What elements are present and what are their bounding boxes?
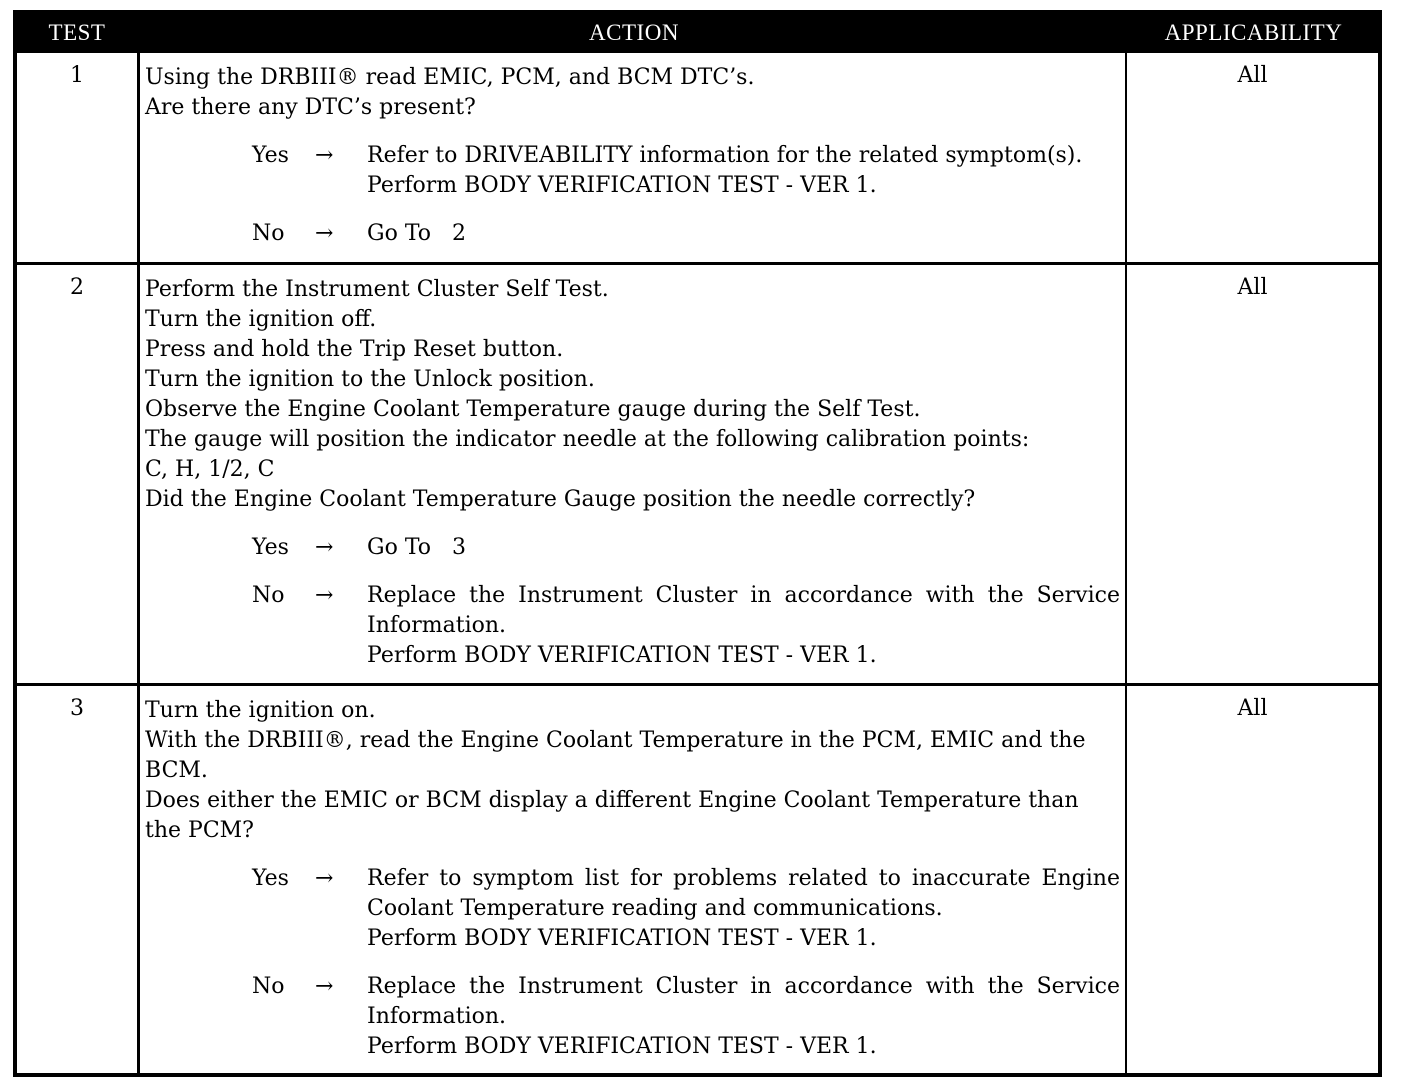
action-cell xyxy=(145,63,1120,249)
yes-label: Yes xyxy=(252,535,289,560)
yes-response xyxy=(145,533,1120,563)
header-test: TEST xyxy=(48,20,106,45)
action-line: Using the DRBIII® read EMIC, PCM, and BCM DTC’s. xyxy=(145,65,755,90)
arrow-icon: → xyxy=(315,143,334,168)
arrow-icon: → xyxy=(315,974,334,999)
action-line: Perform the Instrument Cluster Self Test. xyxy=(145,277,609,302)
response-line: Perform BODY VERIFICATION TEST - VER 1. xyxy=(367,173,877,198)
action-cell xyxy=(145,696,1120,1062)
no-label: No xyxy=(252,221,285,246)
test-number: 3 xyxy=(70,696,84,721)
response-line: Perform BODY VERIFICATION TEST - VER 1. xyxy=(367,926,877,951)
action-line: Turn the ignition on. xyxy=(145,698,376,723)
action-line: Turn the ignition off. xyxy=(145,307,377,332)
no-response xyxy=(145,219,1120,249)
arrow-icon: → xyxy=(315,535,334,560)
test-row-2 xyxy=(17,262,1378,685)
action-line: With the DRBIII®, read the Engine Coolant Temperature in the PCM, EMIC and the BCM. xyxy=(145,728,1086,783)
action-line: Are there any DTC’s present? xyxy=(145,95,476,120)
response-line: Replace the Instrument Cluster in accordance with the Service Information. xyxy=(367,583,1120,638)
action-cell xyxy=(145,275,1120,671)
no-label: No xyxy=(252,974,285,999)
response-line: Go To 3 xyxy=(367,535,466,560)
test-row-1 xyxy=(17,53,1378,265)
test-row-3 xyxy=(17,683,1378,1073)
no-label: No xyxy=(252,583,285,608)
applicability-value: All xyxy=(1237,63,1268,88)
action-line: Turn the ignition to the Unlock position. xyxy=(145,367,595,392)
response-line: Go To 2 xyxy=(367,221,466,246)
header-applicability: APPLICABILITY xyxy=(1164,20,1343,45)
action-line: The gauge will position the indicator needle at the following calibration points: xyxy=(145,427,1030,452)
action-line: Does either the EMIC or BCM display a different Engine Coolant Temperature than the PCM? xyxy=(145,788,1079,843)
yes-label: Yes xyxy=(252,143,289,168)
response-line: Refer to DRIVEABILITY information for the related symptom(s). xyxy=(367,143,1083,168)
diagnostic-test-table xyxy=(13,10,1382,1077)
response-line: Perform BODY VERIFICATION TEST - VER 1. xyxy=(367,643,877,668)
action-line: Did the Engine Coolant Temperature Gauge position the needle correctly? xyxy=(145,487,976,512)
action-line: Observe the Engine Coolant Temperature gauge during the Self Test. xyxy=(145,397,921,422)
arrow-icon: → xyxy=(315,221,334,246)
action-line: Press and hold the Trip Reset button. xyxy=(145,337,564,362)
table-header xyxy=(17,14,1378,53)
yes-response xyxy=(145,864,1120,954)
test-number: 1 xyxy=(70,63,84,88)
action-line: C, H, 1/2, C xyxy=(145,457,275,482)
response-line: Replace the Instrument Cluster in accordance with the Service Information. xyxy=(367,974,1120,1029)
yes-label: Yes xyxy=(252,866,289,891)
response-line: Perform BODY VERIFICATION TEST - VER 1. xyxy=(367,1034,877,1059)
header-action: ACTION xyxy=(589,20,679,45)
arrow-icon: → xyxy=(315,583,334,608)
applicability-value: All xyxy=(1237,696,1268,721)
arrow-icon: → xyxy=(315,866,334,891)
response-line: Refer to symptom list for problems related to inaccurate Engine Coolant Temperature reading and communications. xyxy=(367,866,1120,921)
no-response xyxy=(145,581,1120,671)
yes-response xyxy=(145,141,1120,201)
test-number: 2 xyxy=(70,275,84,300)
no-response xyxy=(145,972,1120,1062)
applicability-value: All xyxy=(1237,275,1268,300)
